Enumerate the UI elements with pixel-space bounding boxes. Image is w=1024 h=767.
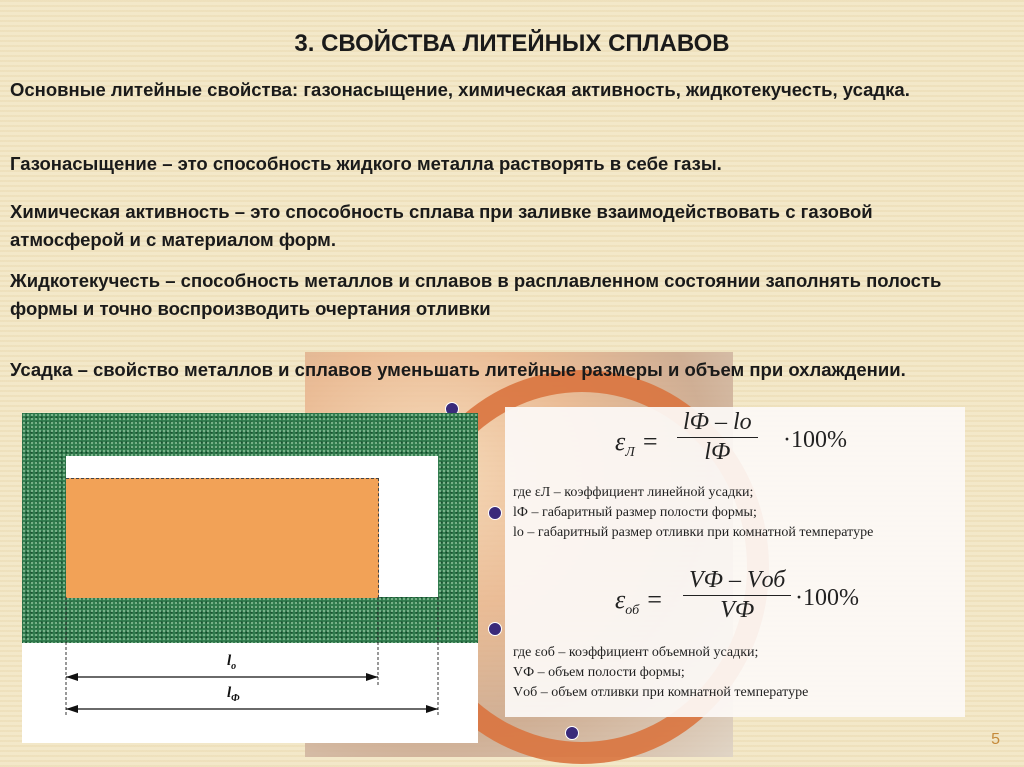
legend-line: где εЛ – коэффициент линейной усадки; bbox=[513, 485, 754, 500]
linear-denominator: lФ bbox=[704, 439, 731, 465]
volume-factor: ·100% bbox=[795, 585, 859, 611]
dimension-lines bbox=[22, 597, 478, 722]
legend-line: lФ – габаритный размер полости формы; bbox=[513, 505, 757, 520]
linear-legend bbox=[513, 483, 963, 543]
linear-fraction bbox=[677, 409, 758, 466]
linear-numerator: lФ – lо bbox=[677, 409, 758, 438]
slide-title: 3. СВОЙСТВА ЛИТЕЙНЫХ СПЛАВОВ bbox=[294, 30, 730, 57]
page-number: 5 bbox=[991, 731, 1000, 748]
volume-fraction bbox=[683, 567, 791, 624]
paragraph-main-properties: Основные литейные свойства: газонасыщение, химическая активность, жидкотекучесть, усадка. bbox=[10, 79, 910, 100]
ring-dot bbox=[488, 622, 502, 636]
label-casting-length: $l_о$ bbox=[227, 653, 237, 672]
ring-dot bbox=[565, 726, 579, 740]
formula-panel bbox=[505, 407, 965, 717]
casting-shape bbox=[66, 478, 379, 598]
paragraph-fluidity: Жидкотекучесть – способность металлов и сплавов в расплавленном состоянии заполнять полость формы и точно воспроизводить очертания отливки bbox=[10, 270, 942, 319]
volume-denominator: VФ bbox=[720, 597, 755, 623]
legend-line: VФ – объем полости формы; bbox=[513, 665, 685, 680]
linear-coefficient-symbol: $\varepsilon_Л$ = bbox=[615, 427, 659, 461]
paragraph-gas-saturation: Газонасыщение – это способность жидкого металла растворять в себе газы. bbox=[10, 153, 722, 174]
volume-legend bbox=[513, 643, 963, 703]
legend-line: Vоб – объем отливки при комнатной температуре bbox=[513, 685, 809, 700]
paragraph-shrinkage: Усадка – свойство металлов и сплавов уменьшать литейные размеры и объем при охлаждении. bbox=[10, 359, 906, 380]
legend-line: lо – габаритный размер отливки при комнатной температуре bbox=[513, 525, 874, 540]
label-mold-length: $l_Ф$ bbox=[227, 685, 240, 704]
legend-line: где εоб – коэффициент объемной усадки; bbox=[513, 645, 759, 660]
ring-dot bbox=[488, 506, 502, 520]
linear-factor: ·100% bbox=[783, 427, 847, 453]
volume-numerator: VФ – Vоб bbox=[683, 567, 791, 596]
volume-coefficient-symbol: $\varepsilon_{об}$ = bbox=[615, 585, 664, 619]
paragraph-chemical-activity: Химическая активность – это способность сплава при заливке взаимодействовать с газовой атмосферой и с материалом форм. bbox=[10, 201, 873, 250]
